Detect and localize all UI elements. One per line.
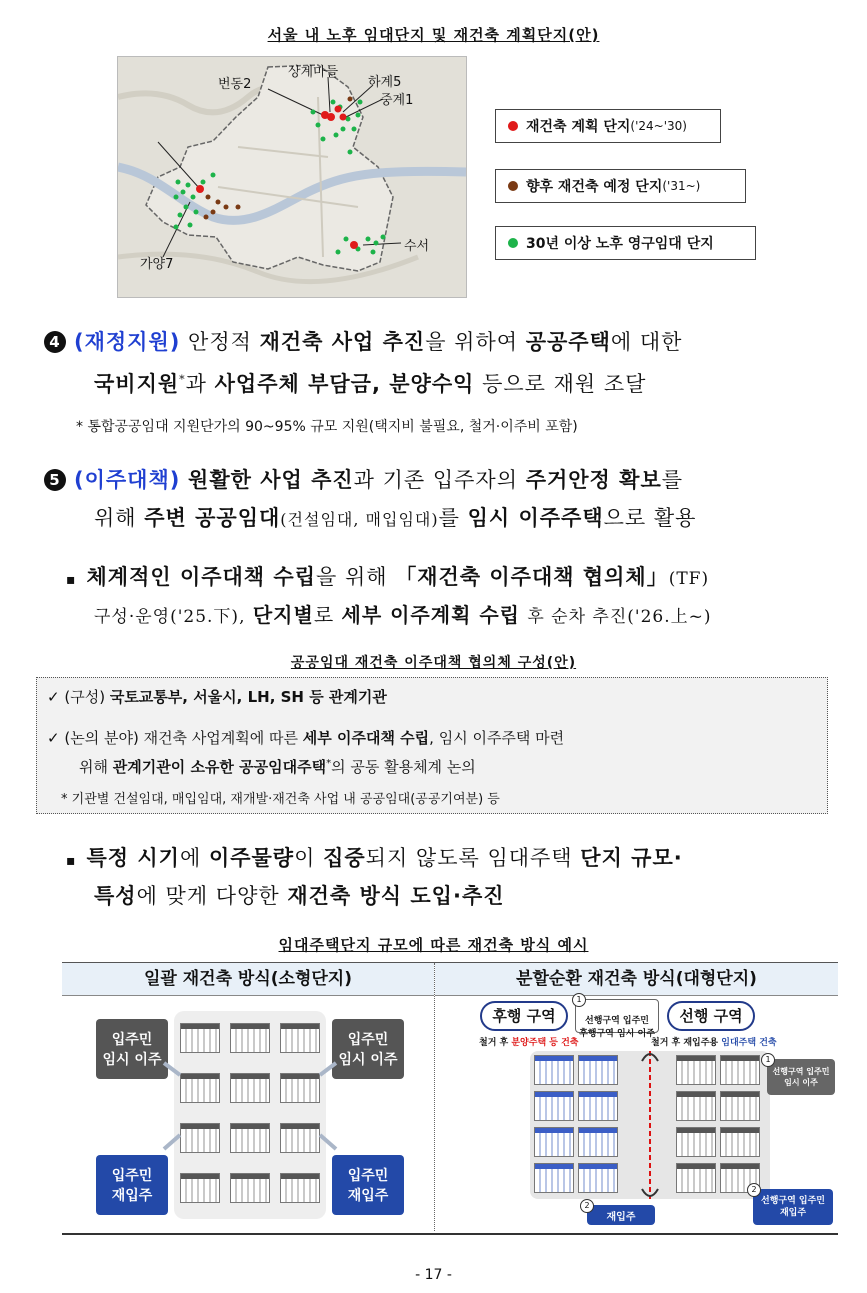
step-2-icon: 2 — [747, 1183, 761, 1197]
later-zone-pill: 후행 구역 — [480, 1001, 568, 1031]
methods-title: 임대주택단지 규모에 따른 재건축 방식 예시 — [278, 936, 589, 954]
bulk-out-left-tag: 입주민 임시 이주 — [96, 1019, 168, 1079]
council-row-topics: ✓ (논의 분야) 재건축 사업계획에 따른 세부 이주대책 수립, 임시 이주주택 마련 — [47, 729, 565, 747]
method-rotation-heading: 분할순환 재건축 방식(대형단지) — [435, 963, 838, 996]
map-label-beondong: 번동2 — [218, 77, 252, 92]
mid-note-box: 선행구역 입주민 후행구역 임시 이주 — [575, 999, 659, 1033]
bulk-out-right-tag: 입주민 임시 이주 — [332, 1019, 404, 1079]
step-2-icon: 2 — [580, 1199, 594, 1213]
method-bulk-heading: 일괄 재건축 방식(소형단지) — [62, 963, 434, 996]
rotation-divider — [530, 1051, 770, 1199]
method-panel-rotation — [435, 963, 838, 1231]
number-5-icon: 5 — [44, 469, 66, 491]
first-zone-pill: 선행 구역 — [667, 1001, 755, 1031]
re-entry-tag: 재입주 — [587, 1205, 655, 1225]
item5-line2: 위해 주변 공공임대(건설임대, 매입임대)를 임시 이주주택으로 활용 — [94, 506, 697, 530]
legend-item-future: 향후 재건축 예정 단지 ('31~) — [495, 169, 746, 203]
council-row-members: ✓ (구성) 국토교통부, 서울시, LH, SH 등 관계기관 — [47, 688, 387, 706]
council-footnote: * 기관별 건설임대, 매입임대, 재개발·재건축 사업 내 공공임대(공공기여분) 등 — [61, 792, 500, 807]
legend-item-planned: 재건축 계획 단지 ('24~'30) — [495, 109, 721, 143]
seoul-map — [117, 56, 467, 298]
map-label-junggye: 중계1 — [380, 93, 414, 108]
item5-line1: 5 (이주대책) 원활한 사업 추진과 기존 입주자의 주거안정 확보를 — [44, 460, 844, 500]
first-zone-out-tag: 선행구역 입주민 임시 이주 — [767, 1059, 835, 1095]
bulk-in-right-tag: 입주민 재입주 — [332, 1155, 404, 1215]
bullet1-line2: 구성·운영('25.下), 단지별로 세부 이주계획 수립 후 순차 추진('26.上~) — [94, 603, 712, 627]
later-zone-caption: 철거 후 분양주택 등 건축 — [479, 1038, 579, 1048]
item4-line1: 4 (재정지원) 안정적 재건축 사업 추진을 위하여 공공주택에 대한 — [44, 322, 834, 362]
map-label-gayang: 가양7 — [140, 257, 174, 272]
map-label-sanggye: 상계마들 — [288, 65, 339, 80]
method-panel-bulk — [62, 963, 435, 1231]
item4-line2: 국비지원*과 사업주체 부담금, 분양수익 등으로 재원 조달 — [94, 372, 647, 396]
legend-item-old: 30년 이상 노후 영구임대 단지 — [495, 226, 756, 260]
green-dot-icon — [508, 238, 518, 248]
council-box — [36, 677, 828, 814]
page-number: - 17 - — [415, 1267, 452, 1283]
item4-footnote: * 통합공공임대 지원단가의 90~95% 규모 지원(택지비 불필요, 철거·이주비 포함) — [76, 419, 578, 435]
methods-diagram — [62, 962, 838, 1235]
first-zone-caption: 철거 후 재입주용 임대주택 건축 — [651, 1038, 777, 1048]
map-label-hagye: 하계5 — [368, 75, 402, 90]
map-label-suseo: 수서 — [404, 239, 430, 254]
bullet1-line1: ▪ 체계적인 이주대책 수립을 위해 「재건축 이주대책 협의체」(TF) — [66, 565, 710, 589]
bullet2-line2: 특성에 맞게 다양한 재건축 방식 도입·추진 — [94, 884, 505, 908]
council-row-topics-cont: 위해 관계기관이 소유한 공공임대주택*의 공동 활용체계 논의 — [79, 758, 476, 776]
map-section-title: 서울 내 노후 임대단지 및 재건축 계획단지(안) — [267, 26, 600, 44]
step-1-icon: 1 — [572, 993, 586, 1007]
bulk-arrows — [62, 963, 434, 1231]
step-1-icon: 1 — [761, 1053, 775, 1067]
council-title: 공공임대 재건축 이주대책 협의체 구성(안) — [290, 655, 577, 671]
red-dot-icon — [508, 121, 518, 131]
bullet2-line1: ▪ 특정 시기에 이주물량이 집중되지 않도록 임대주택 단지 규모· — [66, 846, 683, 870]
brown-dot-icon — [508, 181, 518, 191]
rotation-site — [530, 1051, 770, 1199]
first-zone-back-tag: 선행구역 입주민 재입주 — [753, 1189, 833, 1225]
number-4-icon: 4 — [44, 331, 66, 353]
bulk-in-left-tag: 입주민 재입주 — [96, 1155, 168, 1215]
